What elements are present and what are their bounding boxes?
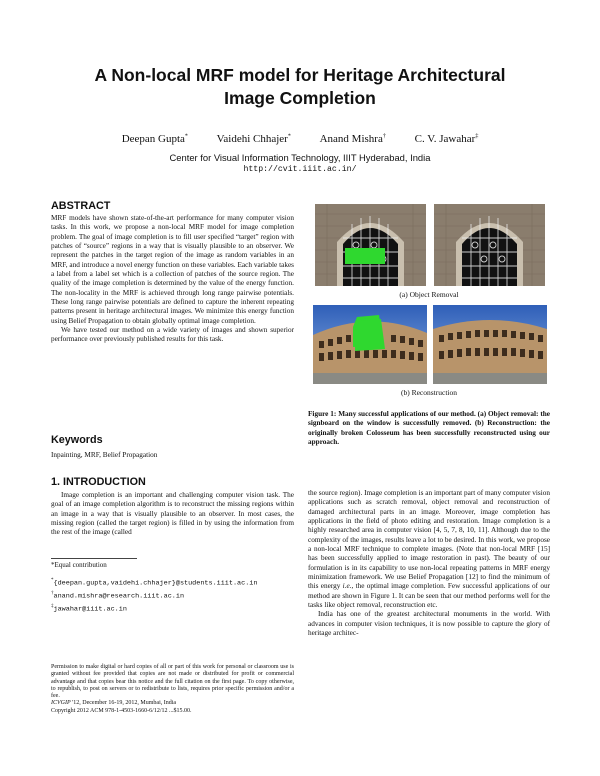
introduction-body-left	[51, 491, 294, 538]
title-line-1: A Non-local MRF model for Heritage Architectural	[94, 65, 506, 85]
abstract-body	[51, 214, 294, 345]
permission-text: Permission to make digital or hard copies of all or part of this work for personal or classroom use is granted without fee provided that copies are not made or distributed for profit or commercial advantage and that copies bear this notice and the full citation on the first page. To copy otherwise, to republish, to post on servers or to redistribute to lists, requires prior specific permission and/or a fee.	[51, 664, 294, 700]
copyright-line: Copyright 2012 ACM 978-1-4503-1660-6/12/12 ...$15.00.	[51, 707, 192, 714]
introduction-heading: 1. INTRODUCTION	[51, 476, 146, 488]
footnote-equal: *Equal contribution	[51, 561, 107, 569]
abstract-heading: ABSTRACT	[51, 200, 111, 212]
author: C. V. Jawahar‡	[414, 133, 479, 145]
intro-paragraph: the source region). Image completion is an important part of many computer vision applications such as scratch removal, object removal and reconstruction of damaged architectural parts in an image. Moreover, image completion has applications in the field of photo editing and restoration. Image completion is a highly researched area in computer vision [4, 5, 7, 8, 10, 11]. Although due to the complexity of the images, results leave a lot to be desired. In this work, we propose a non-local MRF technique to complete images. (Note that non-local MRF [15] has been successfully applied to image restoration in past). The beauty of our formulation is in its capability to use non-local repeating patterns in MRF energy minimization framework. We use Belief Propagation [12] to find the minimum of this energy i.e., the optimal image completion. Few successful applications of our method are shown in Figure 1. It can be seen that our method performs well for the tasks like object removal, reconstruction etc.	[308, 489, 551, 610]
arch-window-completed-image	[434, 204, 545, 286]
intro-paragraph: India has one of the greatest architectural monuments in the world. With advances in computer vision techniques, it is now possible to capture the glory of heritage architec-	[308, 610, 550, 638]
footnote-email: *{deepan.gupta,vaidehi.chhajer}@students.iiit.ac.in	[51, 578, 258, 588]
author: Vaidehi Chhajer*	[216, 133, 291, 145]
permission-block	[51, 664, 294, 715]
figure-caption: Figure 1: Many successful applications of our method. (a) Object removal: the signboard on the window is successfully removed. (b) Reconstruction: the originally broken Colosseum has been successfully reconstructed using our approach.	[308, 410, 550, 447]
project-url[interactable]: http://cvit.iiit.ac.in/	[243, 165, 357, 174]
arch-window-original-image	[315, 204, 426, 286]
paper-title	[40, 64, 560, 110]
author-list	[40, 133, 560, 145]
abstract-paragraph: We have tested our method on a wide variety of images and shown superior performance over previously published results for this task.	[51, 326, 294, 344]
colosseum-reconstructed-image	[433, 305, 547, 384]
title-line-2: Image Completion	[224, 88, 376, 108]
keywords-heading: Keywords	[51, 434, 103, 446]
introduction-body-right	[308, 489, 550, 639]
intro-paragraph: Image completion is an important and challenging computer vision task. The goal of an image completion algorithm is to reconstruct the missing regions within an image in a way that is visually plausible to an observer. In most cases, the missing region (called the target region) is filled in by using the information from the rest of the image (called	[51, 491, 294, 537]
subcaption-b: (b) Reconstruction	[400, 388, 458, 397]
author: Anand Mishra†	[319, 133, 386, 145]
subcaption-a: (a) Object Removal	[399, 290, 459, 299]
abstract-paragraph: MRF models have shown state-of-the-art performance for many computer vision tasks. In this work, we propose a non-local MRF model for image completion problem. The goal of image completion is to fill user specified “target” region with patches of “source” regions in a way that is visually plausible to an observer. We represent the patches in the target region of the image as random variables in an MRF, and introduce a novel energy function on these variables. Each variable takes a label from a label set which is a collection of patches of the source region. The quality of the image completion is determined by the value of the energy function. The non-locality in the MRF is achieved through long range pairwise potentials. These long range pairwise potentials are defined to capture the inherent repeating patterns present in heritage architectural images. We minimize this energy function using Belief Propagation to obtain globally optimal image completion.	[51, 214, 294, 325]
keywords-text: Inpainting, MRF, Belief Propagation	[51, 451, 158, 459]
footnote-email: ‡jawahar@iiit.ac.in	[51, 603, 127, 614]
footnotes	[51, 561, 301, 615]
affiliation: Center for Visual Information Technology, IIIT Hyderabad, India	[169, 152, 431, 163]
footnote-rule	[51, 558, 137, 559]
colosseum-original-image	[313, 305, 427, 384]
venue-line: ICVGIP '12, December 16-19, 2012, Mumbai, India	[51, 700, 177, 707]
author: Deepan Gupta*	[121, 133, 188, 145]
footnote-email: †anand.mishra@research.iiit.ac.in	[51, 591, 185, 601]
